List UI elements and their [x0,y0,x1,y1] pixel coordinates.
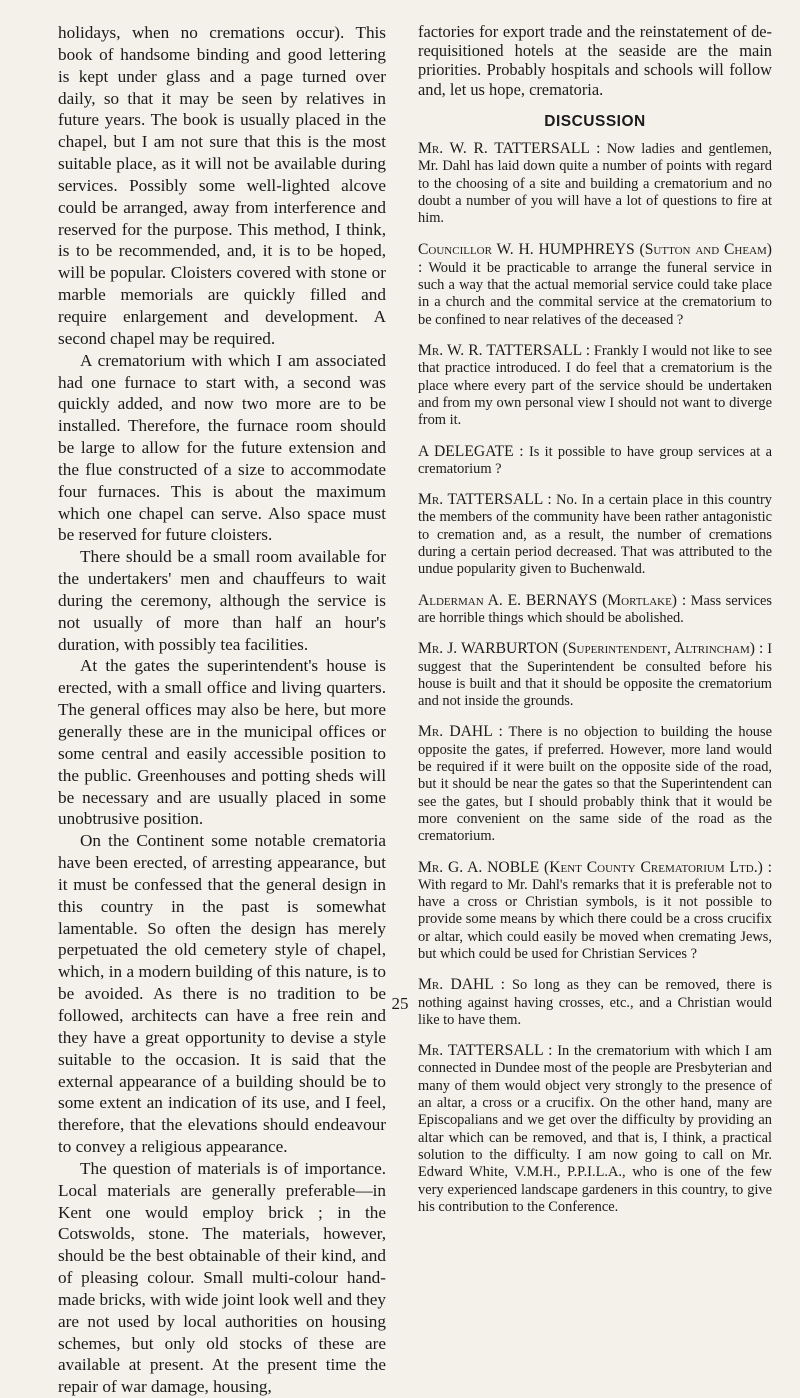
speaker-name: Mr. G. A. NOBLE (Kent County Crematorium Ltd.) : [418,858,772,876]
left-paragraph: At the gates the superintendent's house is erected, with a small office and living quarters. The general offices may also be here, but more generally these are in the municipal offices or some central and easily accessible position to the public. Greenhouses and potting sheds will be necessary and are usually placed in some unobtrusive position. [58,656,386,829]
discussion-entry [418,640,772,710]
discussion-entry [418,342,772,429]
speaker-text: So long as they can be removed, there is nothing against having crosses, etc., and a Christian would like to have them. [418,977,772,1028]
discussion-heading: DISCUSSION [544,112,646,130]
discussion-entry [418,723,772,845]
speaker-name: Alderman A. E. BERNAYS (Mortlake) : [418,591,687,609]
discussion-entry [418,859,772,964]
speaker-text: Frankly I would not like to see that practice introduced. I do feel that a crematorium is the place where every part of the service should be undertaken and from my own personal view I should not want to diverge from it. [418,343,772,429]
speaker-name: A DELEGATE : [418,442,524,460]
discussion-entry [418,1042,772,1216]
speaker-text: Is it possible to have group services at a crematorium ? [418,443,772,477]
speaker-name: Councillor W. H. HUMPHREYS (Sutton and Cheam) : [418,240,772,276]
left-paragraph: A crematorium with which I am associated had one furnace to start with, a second was quickly added, and now two more are to be installed. Therefore, the furnace room should be large to allow for the future extension and the flue constructed of a size to accommodate four furnaces. This is about the maximum which one chapel can serve. Also space must be reserved for future cloisters. [58,350,386,545]
left-paragraph: There should be a small room available for the undertakers' men and chauffeurs to wait during the ceremony, although the service is not usually of more than half an hour's duration, with possibly tea facilities. [58,547,386,654]
speaker-name: Mr. W. R. TATTERSALL : [418,342,591,360]
speaker-name: Mr. TATTERSALL : [418,1042,553,1060]
speaker-text: No. In a certain place in this country the members of the community have been rather antagonistic to cremation and, as a result, the number of cremations during a certain period decreased. That was attributed to the undue popularity given to Buchenwald. [418,492,772,578]
speaker-text: I suggest that the Superintendent be consulted before his house is built and that it should be opposite the crematorium and not inside the grounds. [418,641,772,710]
speaker-name: Mr. DAHL : [418,976,505,994]
right-column [418,22,772,1229]
page-number: 25 [391,994,409,1013]
discussion-entry [418,140,772,227]
left-paragraph: The question of materials is of importance. Local materials are generally preferable—in Kent one would employ brick ; in the Cotswolds, stone. The materials, however, should be the best obtainable of their kind, and of pleasing colour. Small multi-colour hand-made bricks, with wide joint look well and they are not used by local authorities on housing schemes, but only old stocks of these are available at present. At the present time the repair of war damage, housing, [58,1158,386,1397]
discussion-entry [418,491,772,578]
speaker-text: Now ladies and gentlemen, Mr. Dahl has laid down quite a number of points with regard to the choosing of a site and building a crematorium and no doubt a number of you will have a lot of questions to fire at him. [418,141,772,227]
left-column [58,22,386,1398]
discussion-entry [418,592,772,628]
right-intro-paragraph: factories for export trade and the reinstatement of de-requisitioned hotels at the seaside are the main priorities. Probably hospitals and schools will follow and, let us hope, crematoria. [418,22,772,99]
speaker-text: In the crematorium with which I am connected in Dundee most of the people are Presbyterian and many of them would object very strongly to the presence of an altar, a cross or a crucifix. On the other hand, many are Episcopalians and we get over the difficulty by providing an altar which can be removed, and that is, I think, a practical solution to the difficulty. I am now going to call on Mr. Edward White, V.M.H., P.P.I.L.A., who is one of the few very experienced landscape gardeners in this country, to give his contribution to the Conference. [418,1043,772,1215]
speaker-text: Mass services are horrible things which should be abolished. [418,592,772,626]
speaker-text: With regard to Mr. Dahl's remarks that it is preferable not to have a cross or Christian symbols, is it not possible to provide some means by which there could be a cross crucifix or altar, which could easily be moved when cremating Jews, but which could be used for Christian Services ? [418,876,772,962]
discussion-entry [418,241,772,329]
speaker-text: There is no objection to building the house opposite the gates, if preferred. However, more land would be required if it were built on the opposite side of the road, but it should be near the gates so that the Superintendent can see the gates, but I should probably think that it would be more convenient on the same side of the road as the crematorium. [418,724,772,845]
discussion-entry [418,443,772,479]
speaker-name: Mr. TATTERSALL : [418,491,552,509]
left-paragraph: On the Continent some notable crematoria have been erected, of arresting appearance, but it must be confessed that the general design in this country in the past is somewhat lamentable. So often the design has merely perpetuated the old cemetery style of chapel, which, in a modern building of this nature, is to be avoided. As there is no tradition to be followed, architects can have a free rein and they have a great opportunity to devise a style suitable to the occasion. It is said that the external appearance of a building should be to some extent an indication of its use, and I feel, therefore, that the elevations should endeavour to convey a religious appearance. [58,831,386,1157]
speaker-name: Mr. J. WARBURTON (Superintendent, Altrincham) : [418,640,764,658]
discussion-entry [418,976,772,1029]
speaker-text: Would it be practicable to arrange the funeral service in such a way that the actual memorial service could take place in a church and the commital service at the crematorium to be confined to near relatives of the deceased ? [418,259,772,328]
speaker-name: Mr. W. R. TATTERSALL : [418,140,601,158]
speaker-name: Mr. DAHL : [418,723,503,741]
left-paragraph: holidays, when no cremations occur). This book of handsome binding and good lettering is kept under glass and a page turned over daily, so that it may be seen by relatives in future years. The book is usually placed in the chapel, but I am not sure that this is the most suitable place, as it will not be available during services. Possibly some well-lighted alcove could be arranged, away from interference and reserved for the purpose. This method, I think, is to be recommended, and, it is to be hoped, will be popular. Cloisters covered with stone or marble memorials are quickly filled and require enlargement and development. A second chapel may be required. [58,23,386,348]
